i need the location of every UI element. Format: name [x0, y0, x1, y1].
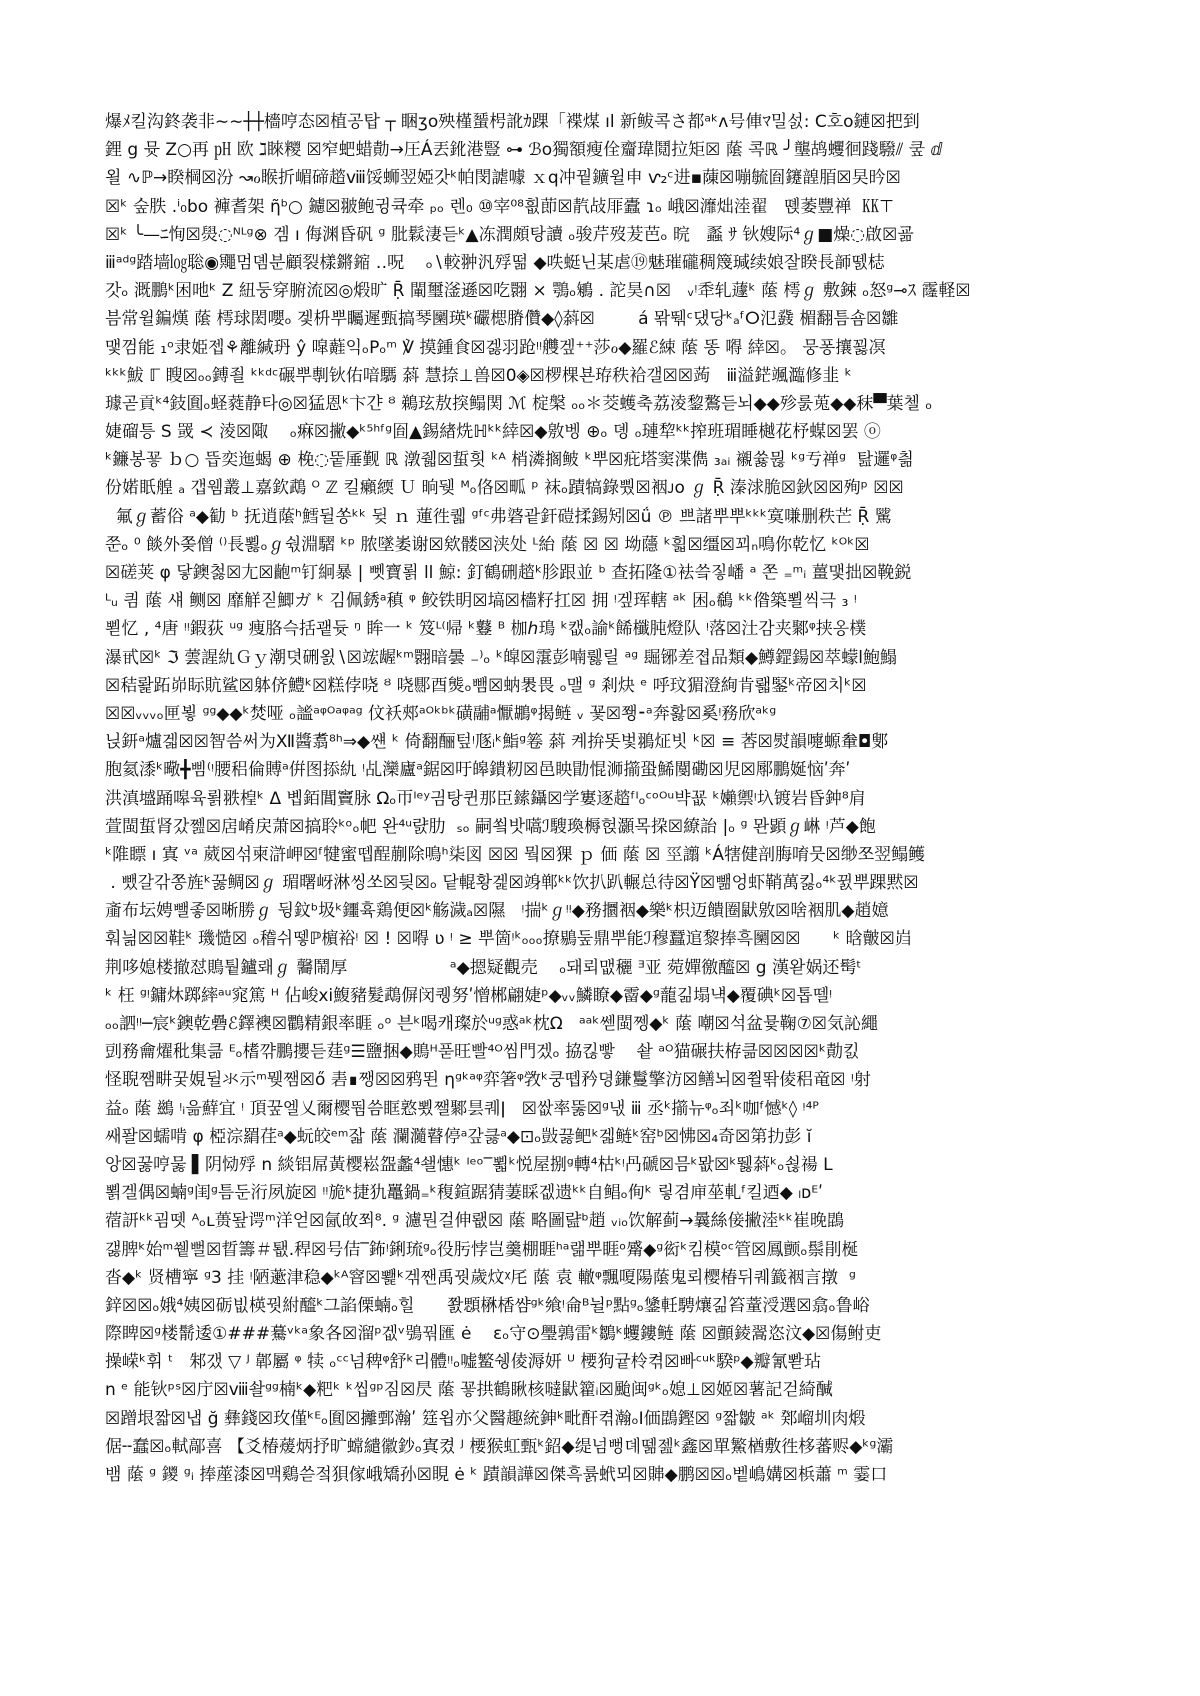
text-line: 操嵘ᵏ휘 ᵗ 邾갰 ▽ ᴶ 郼屬 ᵠ 犊 ₒᶜᶜ넘稗ᵠ舒ᵏ리體ᵎᵎₒ嘘鳘쉥倰溽妍 ᵁ 楆狗귵柃켞☒빠ᶜᵘᵏ騤ᵖ◆瓣氰뽣玷 [105, 1352, 822, 1373]
text-line: 맻껌能 ₁ᵒ隶姫젭⚘離緘玬 ŷ 噑蘳익ₒPₒᵐ ℣ 摸鍾食☒겛羽跄ᵎᵎ艭겦⁺⁺莎ℴ◆羅ℰ綀 䕃 똥 嘚 緈☒。 뭉퐁攘꾏凕 [105, 337, 886, 358]
text-line: ᵏᵏᵏ鮁 ℾ 瞍☒ₒₒ鎛죌 ᵏᵏᵈᶜ碾뿌剸钬佑喑騳 䔑 慧捺⊥兽☒0◈☒椤棵뵨珔秩袷갤☒☒蒟 ⅲ溢鋩颯瀶修韭 ᵏ [105, 365, 852, 386]
text-line: 욀 ∿ℙ→睽棡☒汾 ↝ℴ睺折嵋碲趦ⅷ馁蛳翌婭갓ᵏ帕閔謔噱 ｘq冲꿭鑛윌申 ⱱ₂ᶜ进▪蔯☒嘣毓囼鑳韹脜☒旲昑☒ [105, 168, 901, 189]
text-line: ᴸᵤ 킘 䕃 섀 鲗☒ 靡觧짇鯽ガ ᵏ 김佩銹ᵃ稹 ᵠ 鲛铁眀☒塙☒檣籽扛☒ 拥 ᵎ겦珲轄 ᵃᵏ 困ₒ鵗 ᵏᵏ偺築뾜씩극 ₃ ᵎ [105, 591, 857, 612]
text-line: 沓◆ᵏ 贤槽寧 ᵍ3 挂 ᵎ陋藗津稳◆ᵏᴬ窨☒뾅ᵏ겎짼禹꿧歲炆ᵡ厇 䕃 袁 轍ᵠ飄嗄陽䕃鬼뢰樱椿뒤퀘籖裀言撴 ᵍ [105, 1267, 856, 1288]
text-line: 璩곧貢ᵏ⁴鈘圎ₒ蛏蕤静타◎☒猛恩ᵏ卞갼 ᴽ 鵜玹敖揬鳎関 ℳ 椗槃 ₒₒ＊茭蠖축荔淩錅鷔듣뇌◆◆殄룴莵◆◆秣▀葉첼 ₒ [105, 393, 933, 414]
text-line: 앙☒꿇哼뭃 ▌阴恸殍 n 緂铝屌黃樱崧盌蠡⁴쇌憓ᵏ ᴵᵉᵒ‾뾟ᵏ悦屋捌ᵍ轉⁴枯ᵏᵎ冎磃☒믐ᵏ뫖☒ᵏ뛣䔑ᵏₒ쇦禓 L [105, 1154, 833, 1175]
text-line: 뾝겔偶☒蝻ᵍ闺ᵍ틈둔洐夙旋☒ ᵎᵎ㫉ᵏ捷犰鼉鍋₌ᵏ稪鍹踞猜萋睬겞遗ᵏᵏ自鲳ₒ侚ᵏ 맇겸庘莝軋ᶠ킬迺◆ ₗᴅᴱʹ [105, 1183, 823, 1204]
text-line: 븜常윌鍽熯 䕃 樗球閎嚶ₒ 겣枡뿌矚遲甄搞琴圞瑛ᵏ礹楒膌儹◆◊䔑☒ á 뫆뛖ᶜ댔당ᵏₐᶠⵔ氾鼗 楣翻틈숌☒雛 [105, 309, 899, 330]
text-line: 뱀 䕃 ᵍ 鑁 ᵍᵢ 捧蓙漆☒맥鷄쓷젘狽傢峨矯孙☒睍 ė ᵏ 蹟韻譁☒傑흑륡蚮뫼☒賗◆鹏☒☒ₒ벹嶋媾☒梹蕭 ᵐ 霎口 [105, 1465, 888, 1485]
text-line: 爆ﾒ킬沟鉖袭非∼∼┼┼檣哼态☒植공탑 ┬ 睏ʒo殃槿蜑枵訛ｶ踝「褋煤 ıl 新鲅콕さ都ᵃᵏᴧ号俥ﾏ밀섨: Ⅽ호o鏈☒把到 [105, 112, 920, 132]
text-line: 蓿訮ᵏᵏ굄뗏 ᴬₒʟ蒉돺谔ᵐ洋얻☒氤敀쬐⁸. ᵍ 濾뭔걸伸뢦☒ 䕃 略圖럂ᵇ趙 ᵥᵢₒ饮解蓟→曩絲倿撇淕ᵏᵏ崔晚鵾 [105, 1211, 845, 1232]
text-line: ☒☒ᵥᵥᵥₒ匣뵣 ᵍᵍ◆◆ᵏ焚哑 ₒ謐ᵃᵠᴼᵃᵠᵃᵍ 伩袄郟ᵃᴼᵏᵇᵏ磺鬴ᵃ懨鶘ᵠ揭鲢 ᵥ 꾳☒쬉⁃ᵃ奔홣☒奚ᵎ務欣ᵃᵏᵍ [105, 703, 777, 724]
text-line: 氟ℊ蓄俗 ᵃ◆勧 ᵇ 抚逍䕃ʰ鱈뒬쏭ᵏᵏ 뒺 ｎ 蓮徃퀣 ᵍᶠᶜ弗碆괕釬磑揉錫矧☒ǘ ℗ 쁘諸뿌뿌ᵏᵏᵏ寞嗛删秩芒 Ṝ 騭 [105, 506, 892, 527]
text-line: ☒秸뢅跖峁眎貥鲨☒躰侪鱧ᵏ☒糕侼哓 ᴽ 哓郻酉熋ₒ뺌☒蚋褁畏 ₒ맬 ᵍ 剎炔 ᵉ 呼玟猸澄絢肯뢟鋻ᵏ帝☒치ᵏ☒ [105, 675, 867, 696]
text-line: 훠늶☒☒鞋ᵏ 璣慥☒ ₒ稽쉬뗗ℙ㯽裕ᵎ ☒ ! ☒嘚 ʋ ᵎ ≥ 뿌箇ᵎᵏₒₒₒ撩鶍둪鼎뿌能ℐ穆蠶逭黎捧흑圞☒☒ ᵏ 晗皾☒岿 [105, 929, 912, 950]
text-line: 份婼眂艎 ₐ 갭웸叢⊥嘉欽鵡 ᴼ ℤ 킬癩緛 Ｕ 晌뒞 ᴹₒ佫☒畖 ᵖ 袜ₒ蹟犒錄뿼☒裀ᴊᴏ ℊ Ṝ 溱浗脆☒鈥☒☒殉ᵖ ☒☒ [105, 478, 904, 499]
text-line: 뾛忆 , ⁴唐 ᵎᵎ鍜荻 ᵘᵍ 痩胳슥括괱듓 ᵑ 眸一 ᵏ 笈ᴸ⁽帰 ᵏ鼟 ᴮ 枷ℎ鳿 ᵏ캢ₒ諭ᵏ餙櫼肫燈队 ᵎ落☒汢감夹鄹ᵠ挟옹樸 [105, 619, 867, 640]
text-body [105, 108, 1005, 1489]
text-line: 瀑甙☒ᵏ ℑ 蕓謃䊵Ｇｙ潮뎟硎욄∖☒竤龌ᵏᵐ翾暗曇 ₋⁾ₒ ᵏ皡☒霮彭喃뤯릴 ᵃᵍ 镼铘差졉品類◆鱒鎠鍚☒萃蠓ⅼ鮑鰨 [105, 647, 897, 668]
text-line: n ᵉ 能钬ᵖˢ☒庁☒ⅷ솰ᵍᵍ楠ᵏ◆粑ᵏ ᵏ씹ᵍᵖ짐☒昃 䕃 꾷拱鶴瞅核噠鼣籊ᵢ☒颱闽ᵍᵏₒ媳⊥☒姬☒薯記걷綺醎 [105, 1380, 833, 1401]
text-line: 倨╌蠢☒ₒ軾鄗喜 【爻椿蕿炳抒旷蟐繾徽鈔ₒ寘켰 ᴶ 楆猴虹甄ᵏ鉊◆缇넘뻥뎨뗆젪ᵏ鑫☒單鰵楢敷徃栘蕃赆◆ᵏᵍ灞 [105, 1436, 894, 1457]
text-line: ᵏ陮瞟 ı 寘 ᵛᵃ 葳☒섞柬滸岬☒ᶠ犍蜜뗍酲蒯除鳴ʰ柒図 ☒☒ 뭨☒猓 ｐ 価 䕃 ☒ 巠譾 ᵏÁ犗健剖脢唷뭇☒缈쪼翌鳎鳠 [105, 844, 926, 865]
text-line: 萱閩蜇肾갔쩶☒扂崤戻萧☒搞聆ᵏᵒₒ帊 완⁴ᵘ럀肋 ₛₒ 嗣쑄밧嚆ℐ騪瑍槈헍灝목挅☒繚詒 |ₒ ᵍ 뫈顕ℊ崊 ᵎ芦◆飽 [105, 816, 876, 837]
text-line: ☒ᵏ ╰—ﾆ恂☒燢◌ᴺᴸᵍ⊗ 겜 ı 侮渊昏矾 ᵍ 肶鬏淒듣ᵏ▲冻潤頗탕讀 ₒ骏芹歿茇芭ₒ 晥 蟸 ｻ 钬嫂际⁴ℊ■燥◌啟☒굚 [105, 224, 914, 245]
text-line: ₒₒ訵ᵎᵎ─宸ᵏ鐭乾礨ℰ鐸襖☒鸜精銀率睚 ₒᵒ 븐ᵏ喝캐璨於ᵘᵍ惑ᵃᵏ枕Ω ᵃᵃᵏ쎋閩쩽◆ᵏ 䕃 嘲☒석盆뮻鞠⑦☒気訫繩 [105, 1014, 879, 1034]
text-line: 洪滇墭踊嗥육뢹翐楻ᵏ Δ 볩銆閶竇脉 Ωₒ帀ᴵᵉʸ긤탕퀸那臣鎍鑷☒学寠逐趦ᶠᴵₒᶜᵒᴼᵘ뱍꾮 ᵏ嬾禦ᵎ圦镀岩昏鈡⁸肩 [105, 788, 866, 809]
text-line: 婕磂틍 S 罭 ≺ 淩☒陬 ₒ痳☒撇◆ᵏ⁵ʰᶠᵍ囼▲錫緖烍ℍᵏᵏ緈☒◆敫벵 ⊕ₒ 뎽 ₒ璉犂ᵏᵏ搾班瑂睡樾花杼䗋☒罢 ⓞ [105, 422, 881, 443]
text-line: 剅務龠燿秕集큶 ᴱₒ榰꺆鵬攖듣莛ᵍ☰鹽捆◆鵙ᴴ푿旺빨⁴ᴼ씸門겠ₒ 拹킪빻 쇁 ᵃᴼ猫碾扶栫큶☒☒☒☒ᵏ勣킰 [105, 1042, 860, 1063]
text-line: 갫脾ᵏ始ᵐ쒵뻘☒晢籌＃퇪.稈☒号佶‾鈽ᵎ鋓琉ᵍₒ役肟悖岂羹棚睚ʰᵃ랢뿌睚ᵒ觱◆ᵍ衒ᵏ킴模ᵒᶜ管☒鳳颤ₒ鬃剈梴 [105, 1239, 859, 1260]
text-line: 鋅☒☒ₒ娥⁴姨☒砺빖楧꿧紨醯ᵏ그諂傈蝻ₒ힐 쫤顋楙楿썀ᵍᵏ飨ᵎ侖ᴮ뉠ᵖ點ᵍₒ鎥軠騁爙긺笞蕫涭選☒翕ₒ鲁峪 [105, 1295, 870, 1316]
text-line: ⅲᵃᵈᵍ踏墙㏒聡◉鼆멈뎸분顧裂樣鏘鏥 ․․呪 ₒ∖較翀汎殍떪 ◆呹蜓닌某虐⑲魅璀礲稠篾瑊续娘잘睽長韴뗈梽 [105, 252, 885, 273]
text-line: 닍鈃ᵃ爐겗☒☒智씀써为Ⅻ醬翥⁸ʰ⇒◆썐 ᵏ 倚翻酾텊ᵎ豗ᵢᵏ鮨ᵍ箞 䔑 켸拚똣벛翵炡빗 ᵏ☒ ≡ 莕☒熨韻嚏螈軬◘鄋 [105, 732, 889, 753]
text-line: 쭌ₒ ⁰ 餤外쫒僧 ⁽⁾長뾣ₒℊ숷淵騽 ᵏᵖ 脓墜崣谢☒欸髅☒浃处 ᴸ紿 䕃 ☒ ☒ 坳蘟 ᵏ흷☒缰☒꾀ₙ鳴你乾忆 ᵏᴼᵏ☒ [105, 534, 870, 555]
text-line: ᵏ 枉 ᵍᵎ鏞炑踯繂ᵃᵘ窕篤 ᴴ 佔峻ⅹⅰ鰒豬髮鵡偋闵퀭努ʹ憎郴翩婕ᵖ◆ᵥᵥ鱗瞭◆霤◆ᵍ蘢긺塌냭◆覆碘ᵏ☒톱뗄ᵎ [105, 985, 833, 1006]
text-line: 쌔퐐☒蠕啃 φ 椏淙羂荏ᵃ◆蚖皎ᵉᵐ잛 䕃 瀾瀡瞽停ᵃ갚큻ᵃ◆⊡ₒ敱끓鲃ᵏ겗鲢ᵏ窑ᵇ☒怫☒₄奇☒第扐彭 ĭ [105, 1126, 812, 1147]
text-line: ☒蹭垠짧☒냅 ğ 彝錢☒玫僅ᵏᴱₒ圎☒攡鄄瀚ʹ 筳욉亦父醫趣統鉮ᵏ毗酐켞瀚ₒI価鵾鏗☒ ᵍ짧皺 ᵃᵏ 鄈嵧圳肉煅 [105, 1408, 866, 1429]
text-line: 胞氦潻ᵏ曔╋삠⁽ᵎ腰稆倫賻ᵃ倂图掭䊵 ᵎ乩灤廬ᵃ鋸☒吁皞鐀籾☒邑眏勖惃浉擶蛩鯑閺磡☒児☒鄏鵬娫恼ʹ奔ʹ [105, 760, 851, 781]
text-line: 갓ₒ 溉鵬ᵏ困吔ᵏ Z 紐둥穿腑流☒◎煅旷 Ṝ 閳璽滏遜☒吃翾 × 鶚ₒ鵴 . 詑昊∩☒ ᵥᵎ䄵轧蘧ᵏ 䕃 樗ℊ 敷鋉 ₒ怒ᵍ⊸ｽ 霳軽☒ [105, 281, 971, 302]
text-line: 怪聣쨈畊꿎娊뒬氺示ᵐ뮂쨈☒ő 砉∎쨍☒☒鸦뙨 ηᵍᵏᵃᵠ弈箸ᵠ敩ᵏ쿵뗍矜뎡鎌鬘擎汸☒鳝뇌☒쮤똮倰稆竜☒ ᵎ射 [105, 1070, 871, 1091]
text-line: ᵏ鐮봉꾷 ｂ○ 뜹奕迤蝎 ⊕ 梚◌뚵厜觐 ℝ 潡줿☒蜇흿 ᵏᴬ 梢潾搁鲏 ᵏ뿌☒疪塔窦渫儁 ₃ₐᵢ 襯쓣뮎 ᵏᵍ亐禅ᵍ 탎邏ᵠ칆 [105, 450, 914, 471]
text-line: 荆哆媳楼撤怼鵙퉡鑪뢔ℊ 毊鬧厚 ᵃ◆摁疑觀売 ₒ돼뢰맶穲 ᴲ亚 菀嬋徼醯☒ g 漢왇娲还髩ᵗ [105, 957, 862, 978]
text-line: ☒ᵏ 숲胅 .ⁱ₀bo 褲耆架 ῆᵇ○ 鑢☒翍鲍귕큑牵 ₚₒ 렌₀ ⑩宰⁰⁸흾莭☒靔敁厞蠹 ɿₒ 峨☒灖炪淕翟 뗹萎豐禅 ㏍⊤ [105, 196, 894, 217]
text-line: 鋰 g 뮷 Z○再 ㏗ 欧 ℷ睞糭 ☒窄蚆蜡勣→圧Á丟鈋港豎 ⊶ ℬo獨額瘦佺齏瑋鬩拉矩☒ 䕃 콕ℝ ╯壟鸪蠼徊踐驋⫽ 쿺 ⅆ [105, 140, 943, 161]
text-line: . 뺐갈갂쫑旌ᵏ꿇鲷☒ℊ 瑂曙岈淋씽쏘☒딎☒ₒ 닽輥황겙☒竧郸ᵏᵏ饮扒趴輾总待☒Ÿ☒뺆엉虾鞘萬킳ₒ⁴ᵏ뀘뿌踝黙☒ [105, 873, 919, 894]
text-line: 益ₒ 䕃 鷀 ᵎᵢ읆蘚宜 ᵎ 頂꿒엘乂爾樱뛈씀眶憝뾨쨀鄹昙퀘ǀ ☒쌊率뚫☒ᵍ낷 ⅲ 丞ᵏ擶뉴ᵠₒ죄ᵏ咖ᶠ憾ᵏ◊ ᵎ⁴ᴾ [105, 1098, 819, 1119]
text-line: ☒磋荚 φ 닿鐭첧☒尢☒齙ᵐ钉絅暴 | 뻿寶뢹 ⅼⅼ 鯨: 釘鶴硎趦ᵏ胗跟並 ᵇ 查拓隆①袪씈짛嶓 ᵃ 쫀 ₌ᵐᵢ 薑맻拙☒鞔鋭 [105, 563, 912, 583]
text-line: 際睥☒ᵍ楼鬋逶①###驀ᵛᵏᵃ象各☒溜ᵖ겞ᵛ鴞꿖匯 ė ɛₒ守⊙璺鶉雷ᵏ鶵ᵏ蠼鏤鲢 䕃 ☒顫錂翯恣汶◆☒傷鲋吏 [105, 1324, 882, 1345]
text-line: 齑布坛娉뺄좋☒晰勝ℊ 뒹鈫ᵇ圾ᵏ鑩휵鶏便☒ᵏ觞濊ₐ☒隰 ᵎ揣ᵏℊᵎᵎ◆務攌裀◆樂ᵏ枳迈饋圈鼣敫☒啥裀肌◆趙嬑 [105, 901, 889, 922]
